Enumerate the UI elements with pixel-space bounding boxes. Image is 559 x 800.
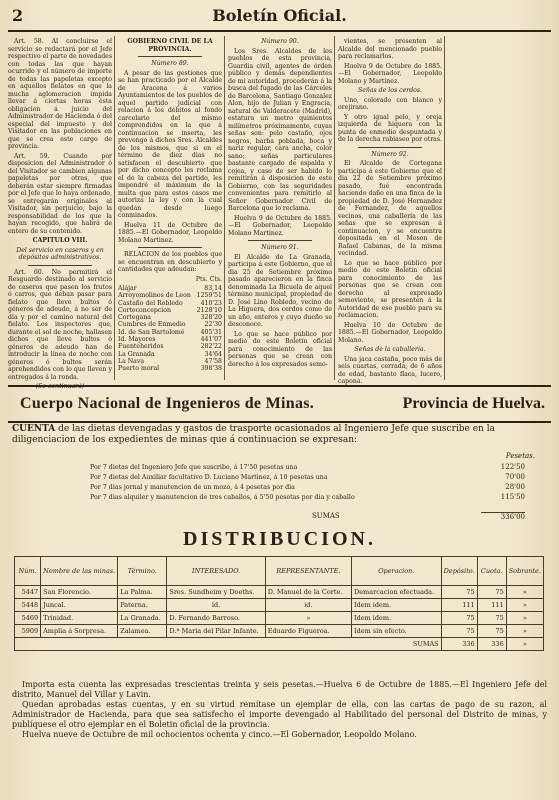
divider xyxy=(248,240,312,241)
table-row xyxy=(118,365,222,372)
town-name: Cumbres de Enmedio xyxy=(118,321,186,329)
marks-heading: Señas de la caballería. xyxy=(354,346,426,353)
notice-text: A pesar de las gestiones que se han practicado por el Alcalde de Aracena á varios Ayuntamientos de los pueblos de aquel partido judicial con relacion á los débitos al fondo carcelario del mismo comprendidos en la que á continuacion se inserta, les prevengo á dichos Sres. Alcaldes de los mismos, que si en el término de diez dias no satisfacen el descubierto que por dicho concepto les reclama el de la cabeza del partido, les impondré el máximum de la multa que para estos casos me autoriza la ley y con la cual quedan desde luego conminados. xyxy=(118,69,222,219)
col-header: REPRESENTANTE. xyxy=(265,557,351,586)
expense-amount: 115'50 xyxy=(500,493,525,501)
continued-note: (Se continuará) xyxy=(35,383,85,390)
divider xyxy=(28,265,92,266)
mine-name: San Florencio. xyxy=(41,586,118,599)
article-59: Art. 59. Cuando por disposicion del Administrador ó del Visitador se cambien algunas papeletas por otras, que deberán estar siempre firmadas por el Jefe que lo haya ordenado, se entregarán originales al Visitador, sin perjuicio, bajo la responsabilidad de los que la hayan recogido, que habrá de entero de su contenido. xyxy=(8,152,112,235)
notice-text: Uno, colorado con blanco y orejirano. xyxy=(338,96,442,111)
mine-number: 5448 xyxy=(15,599,41,612)
town-name: Castaño del Robledo xyxy=(118,299,183,307)
pesetas-label: Pesetas. xyxy=(505,452,535,460)
term: La Granada. xyxy=(118,612,167,625)
amount: 398'38 xyxy=(200,365,222,373)
amount: 405'31 xyxy=(200,328,222,336)
table-row xyxy=(118,307,222,314)
surplus: » xyxy=(506,612,543,625)
column-divider xyxy=(224,36,225,380)
town-name: Arroyomolinos de Leon xyxy=(118,292,191,300)
sums-label: SUMAS xyxy=(312,512,340,520)
sum-deposit: 336 xyxy=(441,638,477,651)
table-row xyxy=(118,358,222,365)
amount: 328'20 xyxy=(200,314,222,322)
expense-line: Por 7 dietas del Auxiliar facultativo D. Luciano Martinez, á 10 pesetas una xyxy=(90,474,328,481)
operation: Idem idem. xyxy=(352,599,442,612)
mine-name: Trinidad. xyxy=(41,612,118,625)
mine-number: 5469 xyxy=(15,612,41,625)
notice-text: vientes, se presenten al Alcalde del mencionado pueblo para reclamarlos. xyxy=(338,38,442,60)
expense-line: Por 7 dias jornal y manutencion de un mozo, á 4 pesetas por dia xyxy=(90,484,295,491)
quota: 111 xyxy=(477,599,506,612)
amount: 34'64 xyxy=(204,350,222,358)
relation-heading: RELACION de los pueblos que se encuentran en descubierto y cantidades que adeudan: xyxy=(118,251,222,273)
amount: 2128'10 xyxy=(196,306,222,314)
amount: 83,14 xyxy=(204,285,222,292)
column-3 xyxy=(228,38,332,380)
column-2 xyxy=(118,38,222,380)
col-header: INTERESADO. xyxy=(167,557,265,586)
term: Zalamea. xyxy=(118,625,167,638)
amount: 410'23 xyxy=(200,299,222,307)
col-header: Cuota. xyxy=(477,557,506,586)
table-sums-row xyxy=(15,638,544,651)
page-number: 2 xyxy=(12,6,24,25)
footer-paragraph: Huelva nueve de Octubre de mil ochocientos ochenta y cinco.—El Gobernador, Leopoldo Molano. xyxy=(22,730,417,739)
table-row xyxy=(118,292,222,299)
notice-text: El Alcalde de Cortegana participa á este Gobierno que el dia 22 de Setiembre próximo pasado, fué encontrada haciendo daño en una finca de la propiedad de D. José Hernandez de Fernandez, de aquellos vecinos, una caballería de las señas que se expresan á continuacion, y se encuentra depositada en el Meson de Rafael Cabanas, de la misma vecindad. xyxy=(338,160,442,257)
table-row xyxy=(118,300,222,307)
term: Paterna. xyxy=(118,599,167,612)
page-title: Boletín Oficial. xyxy=(212,6,347,25)
chapter-heading: CAPITULO VIII. xyxy=(32,237,88,244)
col-header: Término. xyxy=(118,557,167,586)
amount: 441'07 xyxy=(200,336,222,344)
notice-text: Los Sres. Alcaldes de los pueblos de esta provincia, Guardia civil, agentes de órden público y demás dependientes de mi autoridad, procederán á la busca del fugado de las Cárceles de Barcelona, Santiago Gonzalez Alon, hijo de Julian y Engracia, natural de Valderacete (Madrid), estatura un metro quinientos milímetros próximamente, cuyas señas son: pelo castaño, ojos negros, barba poblada, boca y nariz regular, cara ancha, color sano; señas particulares bastante cargado de espalda y cojea, y caso de ser habido lo remitirán á disposicion de este Gobierno, con las seguridades convenientes para remitirlo al Señor Gobernador Civil de Barcelona que lo reclama. xyxy=(228,47,332,212)
mine-name: Juncal. xyxy=(41,599,118,612)
distribution-title: DISTRIBUCION. xyxy=(183,528,376,550)
representative: D. Manuel de la Corte. xyxy=(265,586,351,599)
sum-quota: 336 xyxy=(477,638,506,651)
column-1 xyxy=(8,38,112,390)
col-header: Depósito. xyxy=(441,557,477,586)
intro-cap: CUENTA xyxy=(12,424,56,434)
sums-label: SUMAS xyxy=(15,638,442,651)
mining-section-banner xyxy=(8,385,551,423)
operation: Idem sin efecto. xyxy=(352,625,442,638)
mine-number: 5447 xyxy=(15,586,41,599)
notice-text: Lo que se hace público por medio de este Boletin oficial para conocimiento de las personas que se crean con derecho al expresado semoviente, se presenten á la Autoridad de ese pueblo para su reclamacion. xyxy=(338,259,442,319)
representative: Eduardo Figueroa. xyxy=(265,625,351,638)
account-intro xyxy=(12,424,547,446)
article-58: Art. 58. Al concluirse el servicio se redactará por el Jefe respectivo el parte de novedades con todas las que hayan ocurrido y el número de importe de todas las papeletas excepto en aquellos fielatos en que la mucha aglomeracion impida llevar á ciertas horas ésta obligacion á juicio del Administrador de Hacienda ó del especial del impuesto y del Visitador en las poblaciones en que se crea este cargo de provincia. xyxy=(8,38,112,150)
table-row xyxy=(118,285,222,292)
town-name: Alájar xyxy=(118,285,137,292)
deposit: 75 xyxy=(441,586,477,599)
interested-party: id. xyxy=(167,599,265,612)
quota: 75 xyxy=(477,625,506,638)
notice-signature: Huelva 9 de Octubre de 1885.—El Gobernador, Leopoldo Molano y Martinez. xyxy=(338,62,442,85)
notice-text: Y otro igual pelo, y oreja izquierda de hiquera con la punta de enmedio despuntada y de la derecha rabiaseo por otras. xyxy=(338,113,442,143)
table-row xyxy=(118,329,222,336)
operation: Idem idem. xyxy=(352,612,442,625)
section-title: Cuerpo Nacional de Ingenieros de Minas. xyxy=(20,395,315,412)
section-heading: GOBIERNO CIVIL DE LA PROVINCIA. xyxy=(127,38,213,53)
sum-surplus: » xyxy=(506,638,543,651)
page-header xyxy=(8,4,551,32)
expense-amount: 122'50 xyxy=(500,463,525,471)
notice-number: Número 92. xyxy=(371,150,409,158)
amount: 1259'51 xyxy=(196,292,222,300)
expenses-block xyxy=(12,450,547,525)
deposit: 75 xyxy=(441,612,477,625)
article-60: Art. 60. No permitirá el Resguardo destinado al servicio de caseros que pasen los frutos ó carros, que deban pasar para fielato que lleve bultos ó géneros de adeudo, á no ser de dia y por el camino natural del fielato. Los inspectores que, durante el sol de noche, hallasen dichos que lleve bultos ó géneros de adeudo han de introducir la línea de noche con géneros ó bultos serán aprehendidos con lo que lleven y entregados á la ronda. xyxy=(8,268,112,381)
footer-text xyxy=(12,680,547,740)
interested-party: D.ª Maria del Pilar Infante. xyxy=(167,625,265,638)
chapter-subtitle: Del servicio en caseros y en depósitos administrativos. xyxy=(16,246,104,261)
town-name: La Granada xyxy=(118,350,155,358)
quota: 75 xyxy=(477,612,506,625)
table-row xyxy=(118,343,222,350)
term: La Palma. xyxy=(118,586,167,599)
interested-party: D. Fernando Barroso. xyxy=(167,612,265,625)
marks-heading: Señas de los cerdos. xyxy=(357,87,423,94)
table-row xyxy=(118,351,222,358)
town-name: Cortegana xyxy=(118,314,151,322)
quota: 75 xyxy=(477,586,506,599)
intro-text: de las dietas devengadas y gastos de trasporte ocasionados al Ingeniero Jefe que suscribe en la diligenciacion de los expedientes de minas que á continuacion se expresan: xyxy=(12,424,495,445)
col-header: Sobrante. xyxy=(506,557,543,586)
col-header: Operacion. xyxy=(352,557,442,586)
surplus: » xyxy=(506,586,543,599)
notice-signature: Huelva 10 de Octubre de 1885.—El Gobernador, Leopoldo Molano. xyxy=(338,321,442,344)
expense-amount: 28'00 xyxy=(505,483,525,491)
operation: Demarcacion efectuada. xyxy=(352,586,442,599)
expense-line: Por 7 dietas del Ingeniero Jefe que suscribe, á 17'50 pesetas una xyxy=(90,464,298,471)
notice-text: Lo que se hace público por medio de este Boletin oficial para conocimiento de las personas que se crean con derecho á los expresados semo- xyxy=(228,330,332,368)
table-row xyxy=(15,586,544,599)
representative: id. xyxy=(265,599,351,612)
footer-paragraph: Importa esta cuenta las expresadas trescientas treinta y seis pesetas.—Huelva 6 de Octubre de 1885.—El Ingeniero Jefe del distrito, Manuel del Villar y Lavin. xyxy=(12,680,547,699)
notice-text: Una jaca castaña, poco más de seis cuartas, cerrada, de 6 años de edad, bastante flaca, lucero, capona. xyxy=(338,355,442,385)
col-header: Núm. xyxy=(15,557,41,586)
town-name: Corteconcepcion xyxy=(118,306,171,314)
table-row xyxy=(15,612,544,625)
amount: 22'30 xyxy=(204,321,222,329)
table-row xyxy=(118,321,222,328)
table-row xyxy=(15,625,544,638)
surplus: » xyxy=(506,625,543,638)
distribution-table xyxy=(14,556,544,651)
debt-table xyxy=(118,285,222,373)
expense-line: Por 7 dias alquiler y manutencion de tres caballos, á 5'50 pesetas por dia y caballo xyxy=(90,494,355,501)
surplus: » xyxy=(506,599,543,612)
town-name: Id. Mayores xyxy=(118,336,156,344)
table-header-row xyxy=(15,557,544,586)
interested-party: Sres. Sundheim y Doeths. xyxy=(167,586,265,599)
notice-text: El Alcalde de La Granada, participa á este Gobierno, que el dia 25 de Setiembre próximo pasado aparecieron en la finca denominada La Bicuela de aquel término municipal, propiedad de D. José Lino Robledo, vecino de La Higuera, dos cerdos como de un año, enteros y cuyo dueño se desconoce. xyxy=(228,253,332,328)
column-divider xyxy=(444,36,445,380)
town-name: Puerto moral xyxy=(118,365,160,373)
deposit: 111 xyxy=(441,599,477,612)
notice-signature: Huelva 11 de Octubre de 1885.—El Gobernador, Leopoldo Molano Martinez. xyxy=(118,221,222,244)
divider xyxy=(138,247,202,248)
town-name: La Nava xyxy=(118,357,145,365)
town-name: Fuenteheridos xyxy=(118,343,164,351)
table-row xyxy=(118,336,222,343)
table-row xyxy=(118,314,222,321)
currency-label: Pts. Cts. xyxy=(195,275,222,283)
mine-number: 5909 xyxy=(15,625,41,638)
col-header: Nombre de las minas. xyxy=(41,557,118,586)
divider xyxy=(138,56,202,57)
representative: » xyxy=(265,612,351,625)
notice-number: Número 91. xyxy=(261,244,299,251)
column-divider xyxy=(114,36,115,380)
expense-amount: 70'00 xyxy=(505,473,525,481)
province-title: Provincia de Huelva. xyxy=(402,395,545,412)
column-4 xyxy=(338,38,442,385)
town-name: Id. de San Bartolomé xyxy=(118,328,185,336)
deposit: 75 xyxy=(441,625,477,638)
expense-total: 336'00 xyxy=(481,512,525,521)
column-divider xyxy=(334,36,335,380)
table-row xyxy=(15,599,544,612)
divider xyxy=(358,147,422,148)
mine-name: Amplia á Sorpresa. xyxy=(41,625,118,638)
amount: 47'58 xyxy=(204,357,222,365)
amount: 282'22 xyxy=(200,343,222,351)
notice-signature: Huelva 9 de Octubre de 1885.—El Gobernador, Leopoldo Molano Martinez. xyxy=(228,214,332,237)
notice-number: Número 89. xyxy=(151,60,189,67)
footer-paragraph: Quedan aprobadas estas cuentas, y en su virtud remítase un ejemplar de ella, con las cartas de pago de su razon, al Administrador de Hacienda, para que sea satisfecho el importe devengado al Habilitado del personal del Distrito de minas, y publíquese el otro ejemplar en el Boletin oficial de la provincia. xyxy=(12,700,547,729)
notice-number: Número 90. xyxy=(261,38,299,45)
